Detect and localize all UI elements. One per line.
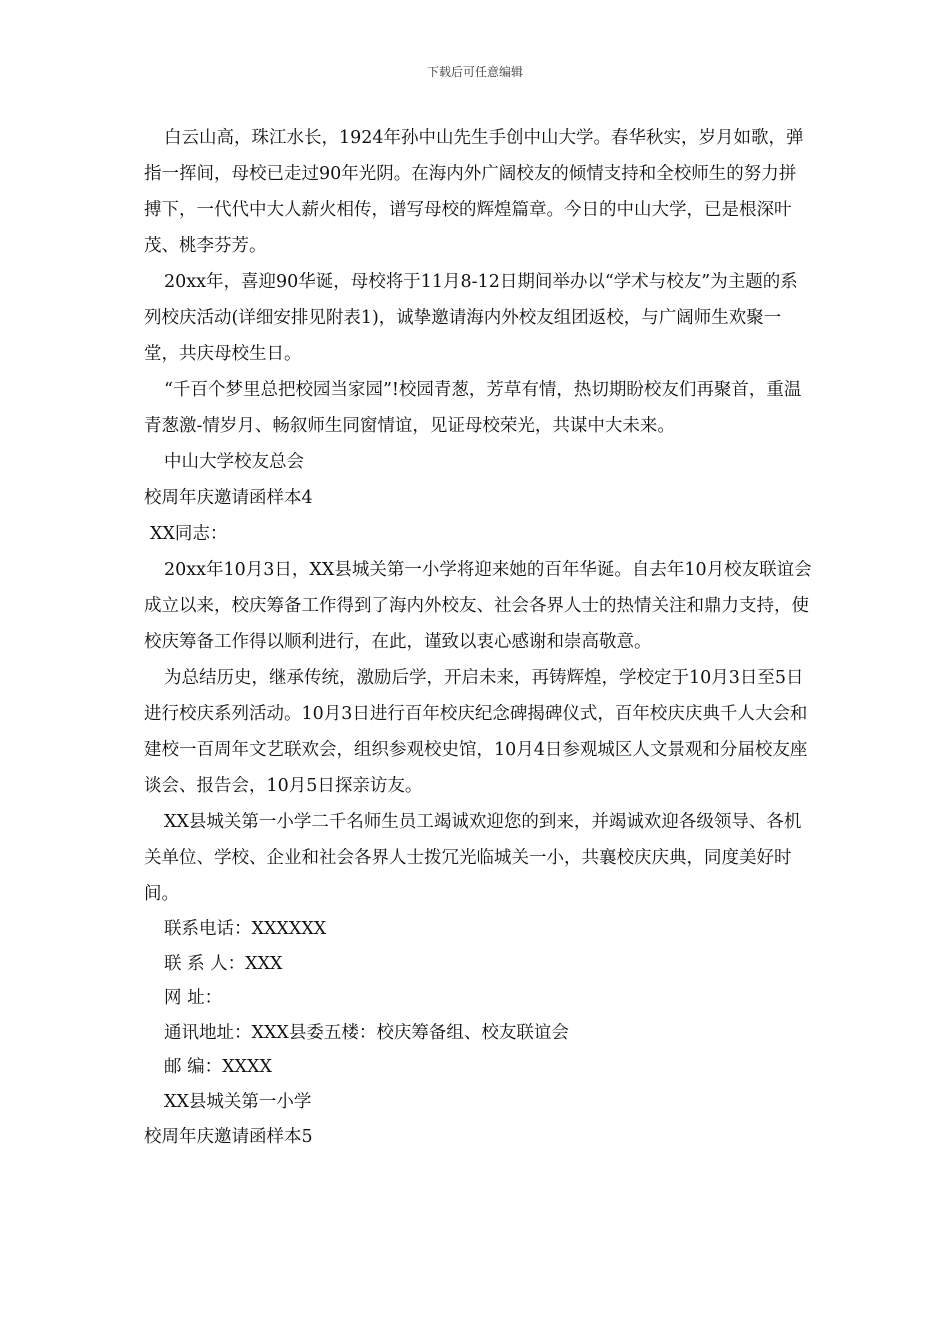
- sample-4-title: 校周年庆邀请函样本4: [144, 488, 313, 508]
- intro-paragraph-1: 白云山高，珠江水长，1924年孙中山先生手创中山大学。春华秋实，岁月如歌，弹指一挥间，母校已走过90年光阴。在海内外广阔校友的倾情支持和全校师生的努力拼搏下，一代代中大人薪火相传，谱写母校的辉煌篇章。今日的中山大学，已是根深叶茂、桃李芬芳。: [144, 128, 804, 256]
- contact-person: 联 系 人：XXX: [164, 953, 283, 974]
- sample-4-paragraph-2: 为总结历史，继承传统，激励后学，开启未来，再铸辉煌，学校定于10月3日至5日进行校庆系列活动。10月3日进行百年校庆纪念碑揭碑仪式，百年校庆庆典千人大会和建校一百周年文艺联欢会，组织参观校史馆，10月4日参观城区人文景观和分届校友座谈会、报告会，10月5日探亲访友。: [144, 668, 808, 796]
- intro-paragraph-2: 20xx年，喜迎90华诞，母校将于11月8-12日期间举办以“学术与校友”为主题的系列校庆活动(详细安排见附表1)，诚挚邀请海内外校友组团返校，与广阔师生欢聚一堂，共庆母校生日。: [144, 272, 798, 364]
- intro-paragraph-3: “千百个梦里总把校园当家园”!校园青葱，芳草有情，热切期盼校友们再聚首，重温青葱激-情岁月、畅叙师生同窗情谊，见证母校荣光，共谋中大未来。: [144, 380, 802, 436]
- contact-postcode: 邮 编：XXXX: [164, 1057, 272, 1077]
- signature-school: XX县城关第一小学: [164, 1091, 312, 1112]
- salutation: XX同志：: [150, 524, 228, 544]
- contact-phone: 联系电话：XXXXXX: [164, 919, 327, 939]
- sample-5-title: 校周年庆邀请函样本5: [144, 1127, 313, 1147]
- contact-address: 通讯地址：XXX县委五楼：校庆筹备组、校友联谊会: [164, 1022, 569, 1043]
- sample-4-paragraph-3: XX县城关第一小学二千名师生员工竭诚欢迎您的到来，并竭诚欢迎各级领导、各机关单位、学校、企业和社会各界人士拨冗光临城关一小，共襄校庆庆典，同度美好时间。: [144, 812, 802, 904]
- page-header-note: 下载后可任意编辑: [426, 65, 523, 79]
- signature-alumni-association: 中山大学校友总会: [164, 452, 304, 472]
- document-body: [144, 120, 812, 1155]
- contact-website: 网 址：: [164, 988, 223, 1008]
- sample-4-paragraph-1: 20xx年10月3日，XX县城关第一小学将迎来她的百年华诞。自去年10月校友联谊会成立以来，校庆筹备工作得到了海内外校友、社会各界人士的热情关注和鼎力支持，使校庆筹备工作得以顺利进行，在此，谨致以衷心感谢和崇高敬意。: [144, 560, 812, 652]
